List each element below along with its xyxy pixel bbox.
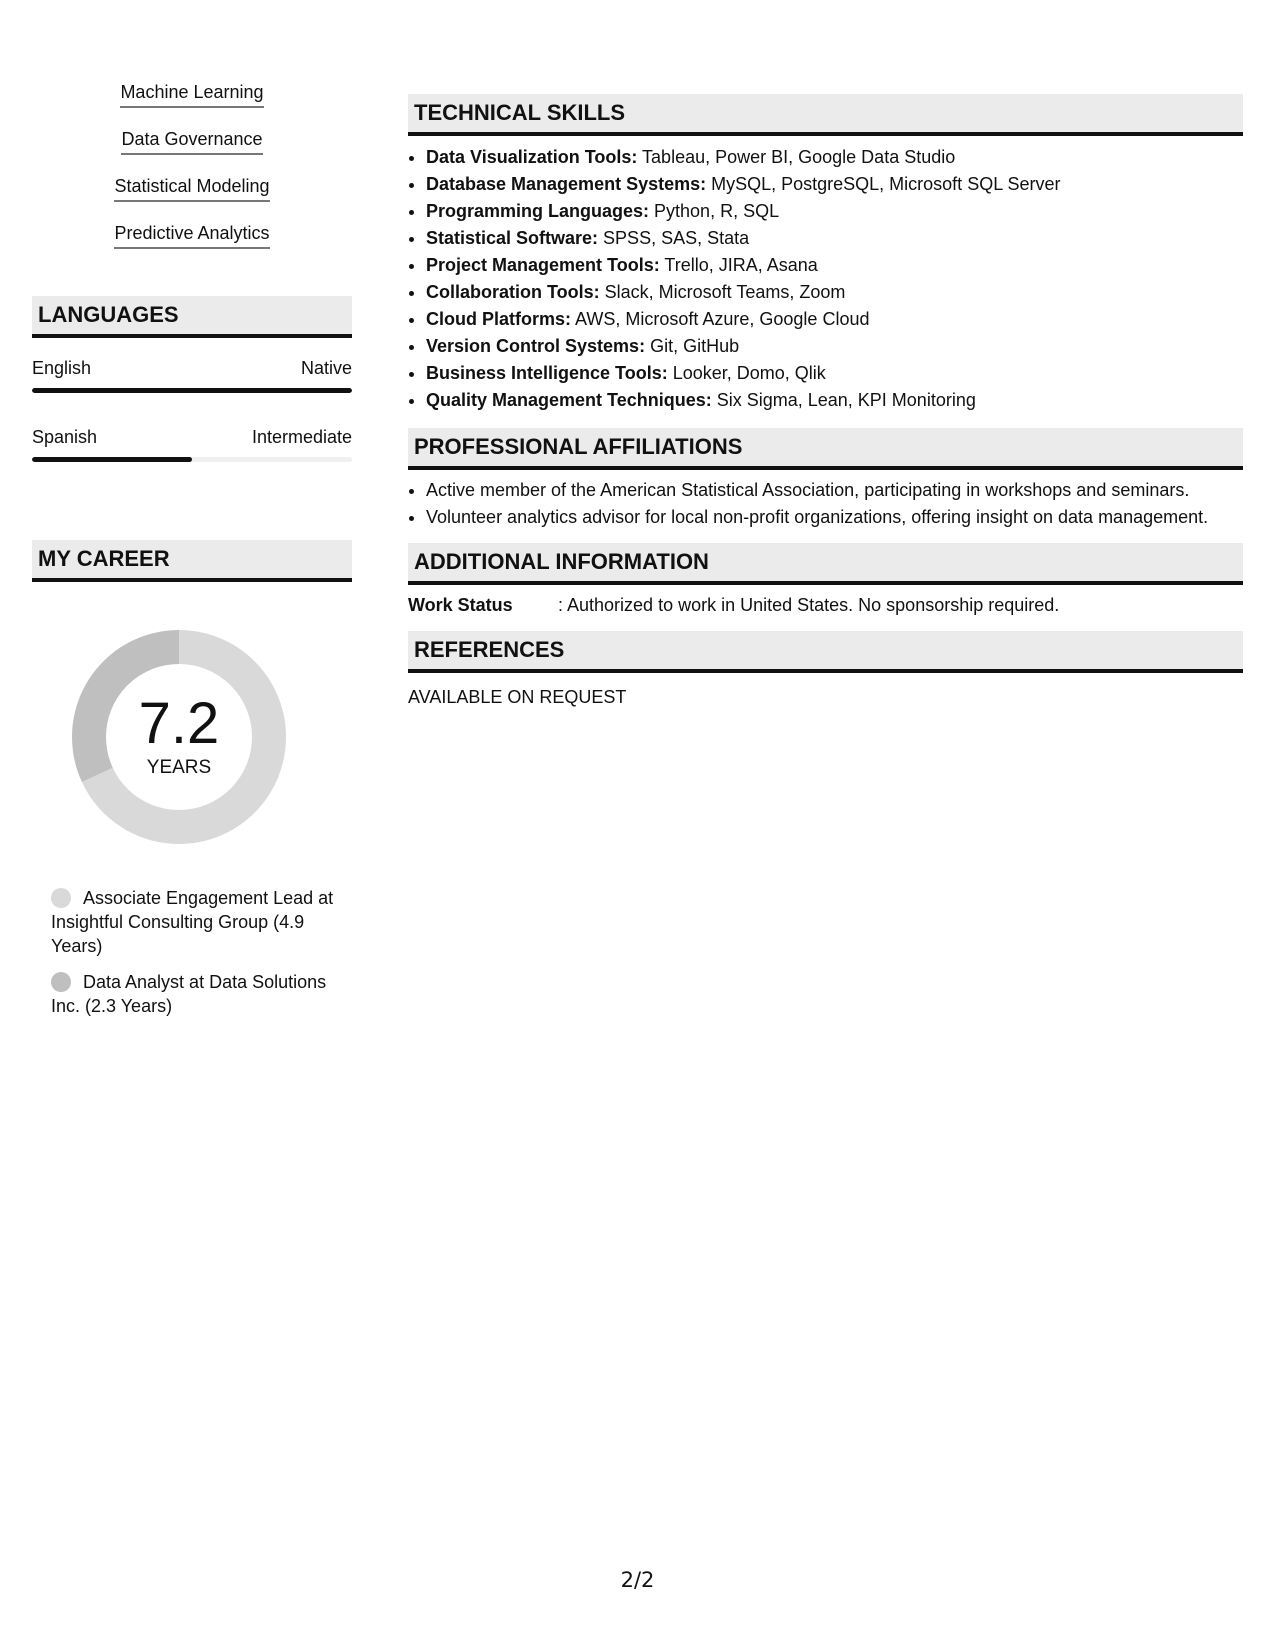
work-status-label: Work Status [408, 595, 513, 615]
legend-dot [51, 972, 71, 992]
technical-skills-list [408, 144, 1243, 414]
language-proficiency-fill [32, 457, 192, 462]
career-entry [51, 886, 341, 958]
additional-info-header: ADDITIONAL INFORMATION [408, 543, 1243, 585]
skill-tag-predictive-analytics: Predictive Analytics [114, 221, 269, 249]
left-column [32, 80, 352, 1030]
affiliations-list [408, 478, 1243, 529]
additional-info-section [408, 543, 1243, 617]
career-entry-label: Data Analyst at Data Solutions Inc. (2.3 Years) [51, 972, 327, 1016]
career-entry-label: Associate Engagement Lead at Insightful Consulting Group (4.9 Years) [51, 888, 334, 956]
list-item: • Cloud Platforms: AWS, Microsoft Azure, Google Cloud [426, 306, 1243, 333]
career-donut-chart [64, 622, 294, 852]
language-english [32, 356, 352, 393]
career-total-unit: YEARS [146, 757, 212, 778]
language-proficiency-bar [32, 457, 352, 462]
work-status-row [408, 593, 1243, 617]
right-column [408, 94, 1243, 709]
affiliations-header: PROFESSIONAL AFFILIATIONS [408, 428, 1243, 470]
career-header: MY CAREER [32, 540, 352, 582]
list-item: • Programming Languages: Python, R, SQL [426, 198, 1243, 225]
language-level: Native [300, 358, 352, 378]
references-text: AVAILABLE ON REQUEST [408, 687, 627, 707]
technical-skills-header: TECHNICAL SKILLS [408, 94, 1243, 136]
list-item: • Statistical Software: SPSS, SAS, Stata [426, 225, 1243, 252]
language-proficiency-fill [32, 388, 352, 393]
list-item: • Collaboration Tools: Slack, Microsoft Teams, Zoom [426, 279, 1243, 306]
skill-tag-statistical-modeling: Statistical Modeling [114, 174, 269, 202]
languages-header: LANGUAGES [32, 296, 352, 338]
language-name: English [32, 358, 92, 378]
language-level: Intermediate [251, 427, 352, 447]
language-name: Spanish [32, 427, 98, 447]
page-number: 2/2 [620, 1568, 655, 1592]
work-status-value: : Authorized to work in United States. No sponsorship required. [558, 595, 1060, 615]
skill-tag-data-governance: Data Governance [121, 127, 262, 155]
skill-tag-machine-learning: Machine Learning [120, 80, 263, 108]
list-item: • Volunteer analytics advisor for local non-profit organizations, offering insight on data management. [426, 505, 1243, 529]
language-proficiency-bar [32, 388, 352, 393]
technical-skills-section [408, 94, 1243, 414]
list-item: • Business Intelligence Tools: Looker, Domo, Qlik [426, 360, 1243, 387]
list-item: • Database Management Systems: MySQL, PostgreSQL, Microsoft SQL Server [426, 171, 1243, 198]
list-item: • Version Control Systems: Git, GitHub [426, 333, 1243, 360]
affiliations-section [408, 428, 1243, 529]
career-entry [51, 970, 341, 1018]
list-item: • Quality Management Techniques: Six Sigma, Lean, KPI Monitoring [426, 387, 1243, 414]
career-total-years: 7.2 [138, 691, 220, 756]
skill-tags [32, 80, 352, 268]
list-item: • Project Management Tools: Trello, JIRA, Asana [426, 252, 1243, 279]
list-item: • Active member of the American Statistical Association, participating in workshops and seminars. [426, 478, 1243, 502]
legend-dot [51, 888, 71, 908]
career-legend [32, 886, 341, 1018]
list-item: • Data Visualization Tools: Tableau, Power BI, Google Data Studio [426, 144, 1243, 171]
language-spanish [32, 425, 352, 462]
references-section [408, 631, 1243, 709]
references-header: REFERENCES [408, 631, 1243, 673]
